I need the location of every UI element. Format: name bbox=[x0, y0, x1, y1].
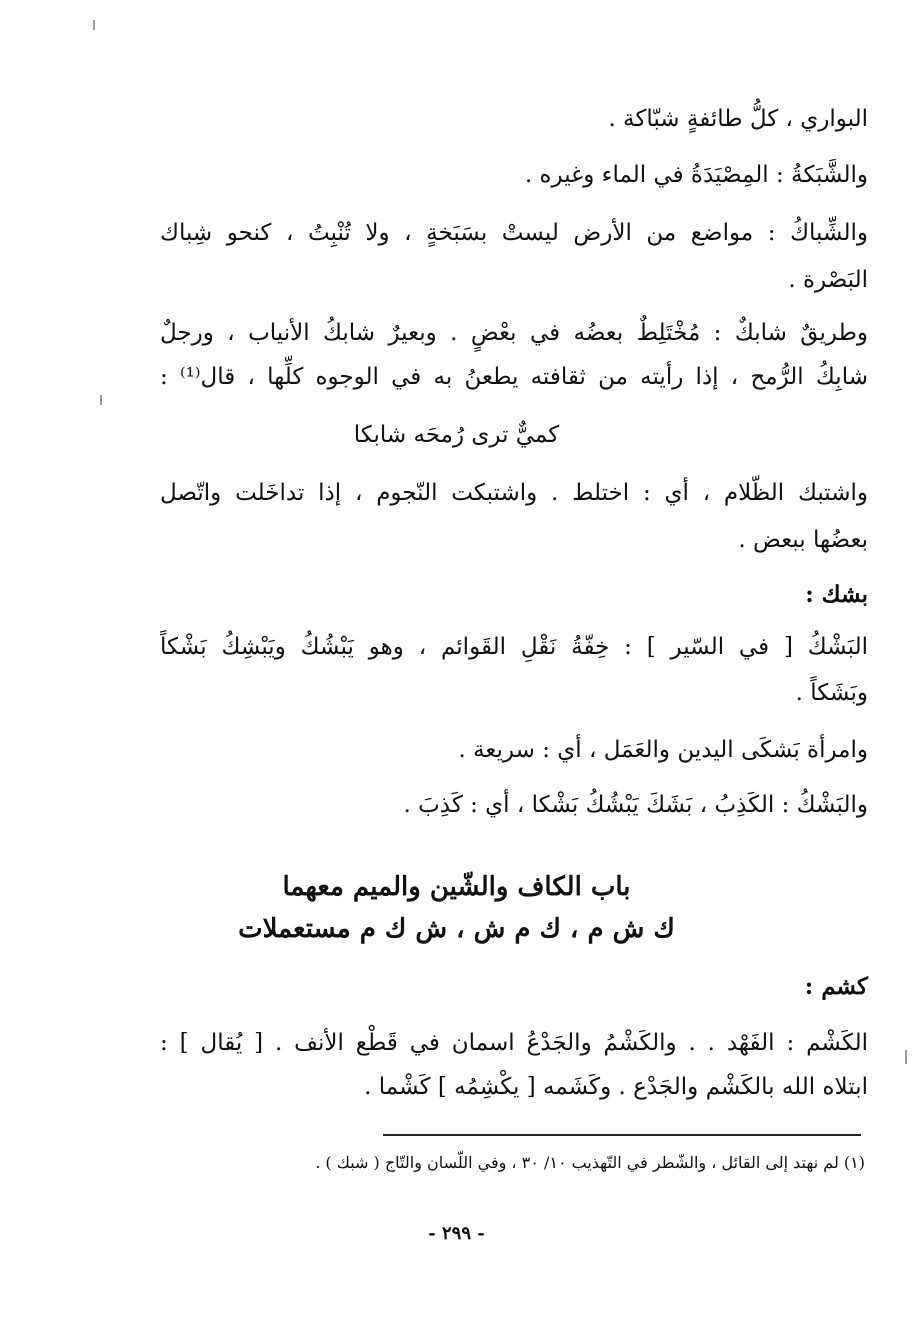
text-line: وامرأة بَشكَى اليدين والعَمَل ، أي : سريعة . bbox=[458, 737, 868, 763]
entry-heading: كشم : bbox=[804, 973, 868, 1000]
text-line: البَشْكُ [ في السّير ] : خِفّةُ نَقْلِ القَوائم ، وهو يَبْشُكُ ويَبْشِكُ بَشْكاً bbox=[160, 634, 868, 660]
scan-speck bbox=[905, 1050, 907, 1064]
verse-line: كميٌّ ترى رُمحَه شابكا bbox=[353, 422, 560, 448]
entry-heading: بشك : bbox=[805, 581, 868, 608]
page-number: - ٢٩٩ - bbox=[428, 1223, 485, 1244]
text-line: واشتبك الظّلام ، أي : اختلط . واشتبكت النّجوم ، إذا تداخَلت واتّصل bbox=[160, 480, 868, 506]
text-line: وطريقٌ شابكٌ : مُخْتَلِطٌ بعضُه في بعْضٍ . وبعيرٌ شابكُ الأنياب ، ورجلٌ bbox=[160, 320, 868, 346]
footnote: (١) لم نهتد إلى القائل ، والشّطر في التّهذيب ١٠/ ٣٠ ، وفي اللّسان والتّاج ( شبك ) . bbox=[315, 1153, 865, 1172]
scan-speck bbox=[100, 395, 102, 405]
text-line: البَصْرة . bbox=[788, 267, 868, 293]
text-line: وبَشَكاً . bbox=[795, 680, 868, 706]
text-line: الكَشْم : الفَهْد . . والكَشْمُ والجَدْعُ اسمان في قَطْع الأنف . [ يُقال ] : bbox=[160, 1030, 868, 1056]
text-line: والشِّباكُ : مواضع من الأرض ليستْ بسَبَخةٍ ، ولا تُنْبِتُ ، كنحو شِباك bbox=[160, 220, 868, 246]
text-line: البواري ، كلُّ طائفةٍ شبّاكة . bbox=[608, 106, 868, 132]
chapter-title: باب الكاف والشّين والميم معهما bbox=[282, 872, 631, 902]
text-line: بعضُها ببعض . bbox=[738, 527, 868, 553]
footnote-divider bbox=[383, 1134, 861, 1136]
text-line: شابِكُ الرُّمح ، إذا رأيته من ثقافته يطعنُ به في الوجوه كلِّها ، قال⁽¹⁾ : bbox=[160, 364, 868, 390]
text-line: والبَشْكُ : الكَذِبُ ، بَشَكَ يَبْشُكُ بَشْكا ، أي : كَذِبَ . bbox=[403, 792, 868, 818]
scan-speck bbox=[93, 20, 95, 30]
chapter-subtitle: ك ش م ، ك م ش ، ش ك م مستعملات bbox=[238, 914, 675, 944]
text-line: ابتلاه الله بالكَشْم والجَدْع . وكَشَمه [ يكْشِمُه ] كَشْما . bbox=[364, 1074, 868, 1100]
text-line: والشَّبَكةُ : المِصْيَدَةُ في الماء وغيره . bbox=[524, 162, 868, 188]
